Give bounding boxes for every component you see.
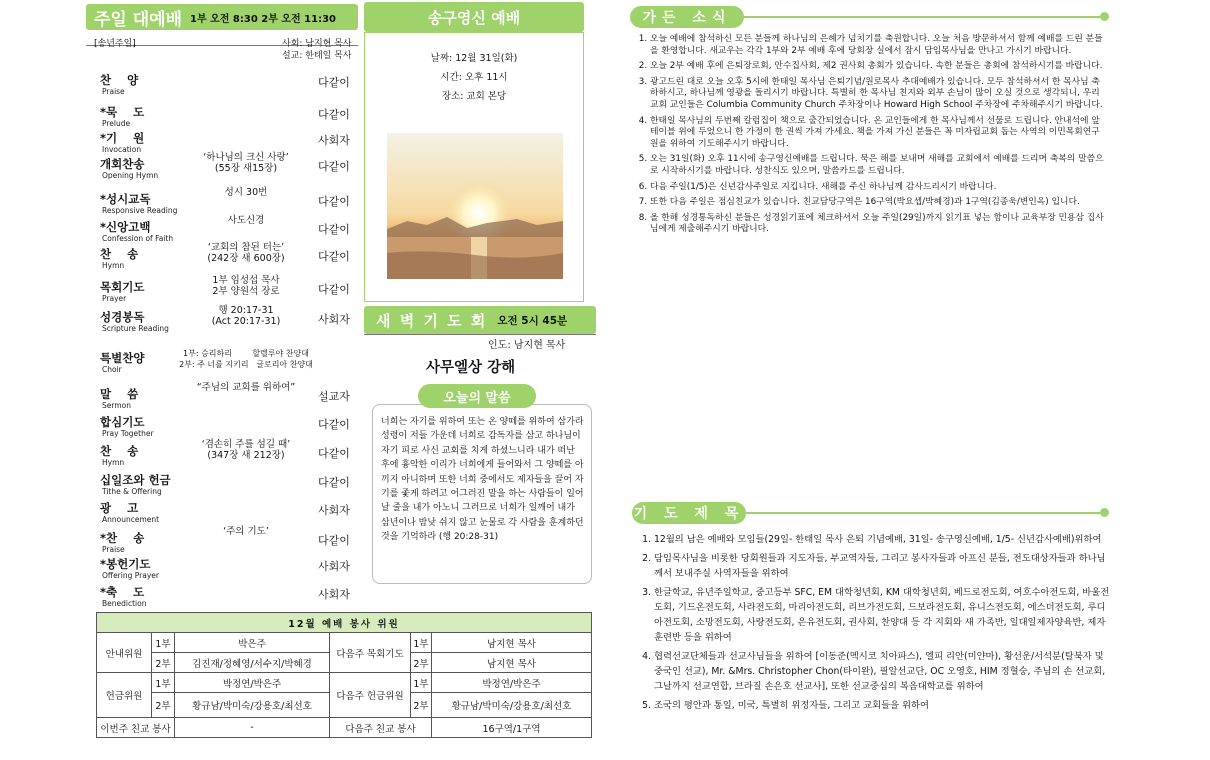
- item-leader: 다같이: [318, 195, 350, 208]
- offering-part2: 황규남/박미숙/강용호/최선호: [175, 693, 330, 718]
- item-detail: “주님의 교회를 위하여”: [196, 382, 296, 393]
- prayer-rule-dot: [1100, 508, 1109, 517]
- occasion-label: [송년주일]: [94, 39, 136, 49]
- item-leader: 다같이: [318, 283, 350, 296]
- item-english: Praise: [102, 545, 125, 554]
- news-title: 가든 소식: [630, 6, 744, 28]
- news-item: 4. 한태일 목사님의 두번째 칼럼집이 책으로 출간되었습니다. 온 교인들에게 한 목사님께서 선물로 드립니다. 안내석에 앞 테이블 위에 두었으니 한 가정이 한 권씩 가져 가세요. 책을 가져 가신 분들은 꼭 미자립교회 돕는 사역의 이민목회연구원을 위하여 기도해주시기 바랍니다.: [650, 116, 1108, 151]
- item-english: Announcement: [102, 515, 160, 524]
- prayer-rule: [746, 512, 1100, 514]
- dawn-sermon-title: 사무엘상 강해: [426, 360, 516, 376]
- songgu-header: [364, 2, 584, 32]
- item-english: Pray Together: [102, 429, 154, 438]
- worship-item: [96, 500, 358, 528]
- dawn-prayer-header: [364, 306, 596, 334]
- service-table-title: 12월 예배 봉사 위원: [97, 613, 592, 633]
- item-leader: 다같이: [318, 476, 350, 489]
- service-committee-table: [96, 612, 592, 738]
- news-item: 5. 오는 31일(화) 오후 11시에 송구영신예배를 드립니다. 묵은 해를 보내며 새해를 교회에서 예배를 드리며 축복의 말씀으로 시작하시기를 바랍니다. 성찬식도 있으며, 말씀카드를 드립니다.: [650, 154, 1108, 177]
- next-week-fellowship-label: 다음주 친교 봉사: [330, 718, 432, 738]
- ushers-part1: 박은주: [175, 633, 330, 653]
- part-label: 2부: [152, 693, 175, 718]
- part-label: 2부: [411, 693, 432, 718]
- item-detail: ‘하나님의 크신 사랑’ (55장 새15장): [203, 152, 289, 174]
- news-rule-dot: [1100, 12, 1109, 21]
- item-detail: ‘겸손히 주를 섬길 때’ (347장 새 212장): [201, 439, 291, 461]
- item-english: Benediction: [102, 599, 147, 608]
- item-leader: 사회자: [318, 313, 350, 326]
- next-prayer-part1: 남지현 목사: [432, 633, 592, 653]
- item-leader: 다같이: [318, 76, 350, 89]
- item-leader: 다같이: [318, 534, 350, 547]
- worship-item: [96, 350, 358, 378]
- item-detail: ‘교회의 참된 터는’ (242장 새 600장): [207, 242, 285, 264]
- prayer-title: 기 도 제 목: [632, 502, 746, 524]
- part-label: 1부: [152, 633, 175, 653]
- ushers-label: 안내위원: [97, 633, 152, 673]
- item-english: Scripture Reading: [102, 324, 169, 333]
- worship-item: [96, 439, 358, 471]
- this-week-fellowship-label: 이번주 친교 봉사: [97, 718, 175, 738]
- item-title: *성시교독: [100, 192, 151, 206]
- next-week-fellowship: 16구역/1구역: [432, 718, 592, 738]
- todays-word-box: [372, 404, 592, 584]
- news-list-wrap: [632, 34, 1108, 240]
- songgu-time: 시간: 오후 11시: [440, 72, 508, 83]
- worship-item: [96, 275, 358, 307]
- dawn-title: 새 벽 기 도 회: [376, 311, 488, 330]
- todays-word-text: 너희는 자기를 위하여 또는 온 양떼를 위하여 삼가라 성령이 저들 가운데 너희로 감독자를 삼고 하나님이 자기 피로 사신 교회를 치게 하셨느니라 내가 떠난 후에 흉악한 이리가 너희에게 들어와서 그 양떼를 아끼지 아니하며 또한 너희 중에서도 제자들을 끌어 자기를 좇게 하려고 어그러진 말을 하는 사람들이 일어날 줄을 내가 아노니 그러므로 너희가 일깨어 내가 삼년이나 밤낮 쉬지 않고 눈물로 각 사람을 훈계하던 것을 기억하라 (행 20:28-31): [381, 417, 584, 543]
- item-title: *봉헌기도: [100, 557, 151, 571]
- worship-header: [86, 4, 358, 30]
- songgu-date: 날짜: 12월 31일(화): [430, 53, 518, 64]
- worship-item: [96, 305, 358, 337]
- item-english: Sermon: [102, 401, 131, 410]
- item-english: Hymn: [102, 458, 125, 467]
- item-title: 십일조와 헌금: [100, 473, 171, 487]
- next-offering-label: 다음주 헌금위원: [330, 673, 411, 718]
- news-item: 3. 광고드린 대로 오늘 오후 5시에 한태일 목사님 은퇴기념/원로목사 추대예배가 있습니다. 모두 참석하셔서 한 목사님 축하하시고, 하나님께 영광을 돌리시기 바랍니다. 특별히 한 목사님 친지와 외부 손님이 많이 오실 것으로 생각되니, 우리 교회 교인들은 Columbia Community Church 주차장이나 Howard High School 주차장에 주차해주시기 바랍니다.: [650, 77, 1108, 112]
- news-item: 2. 오늘 2부 예배 후에 은퇴장로회, 안수집사회, 제2 권사회 총회가 있습니다. 속한 분들은 총회에 참석하시기를 바랍니다.: [650, 61, 1108, 73]
- item-title: 광 고: [100, 501, 139, 515]
- part-label: 1부: [152, 673, 175, 693]
- songgu-title: 송구영신 예배: [427, 8, 521, 27]
- item-title: *찬 송: [100, 531, 145, 545]
- item-leader: 다같이: [318, 447, 350, 460]
- item-detail: 성시 30번: [224, 187, 268, 198]
- news-item: 6. 다음 주일(1/5)은 신년감사주일로 지킵니다. 새해를 주신 하나님께 감사드리시기 바랍니다.: [650, 182, 1108, 194]
- item-detail: 1부: 승리하리 할렐루야 찬양대 2부: 주 너를 지키리 글로리아 찬양대: [179, 349, 313, 369]
- offering-label: 헌금위원: [97, 673, 152, 718]
- ushers-part2: 김진재/정혜영/서수지/박혜경: [175, 653, 330, 673]
- worship-item: [96, 414, 358, 442]
- item-title: *축 도: [100, 585, 145, 599]
- item-english: Tithe & Offering: [102, 487, 162, 496]
- prayer-item: 5. 조국의 평안과 통일, 미국, 특별히 위정자들, 그리고 교회들을 위하여: [654, 698, 1114, 713]
- item-english: Opening Hymn: [102, 171, 159, 180]
- item-title: 찬 양: [100, 73, 139, 87]
- songgu-place: 장소: 교회 본당: [441, 91, 507, 102]
- next-offering-part2: 황규남/박미숙/강용호/최선호: [432, 693, 592, 718]
- part-label: 2부: [152, 653, 175, 673]
- worship-title: 주일 대예배: [94, 9, 183, 30]
- item-detail: ‘주의 기도’: [223, 526, 269, 537]
- item-leader: 사회자: [318, 588, 350, 601]
- news-item: 1. 오늘 예배에 참석하신 모든 분들께 하나님의 은혜가 넘치기를 축원합니다. 오늘 처음 방문하셔서 함께 예배를 드린 분들을 환영합니다. 새교우는 각각 1부와 2부 예배 후에 당회장 실에서 잠시 담임목사님을 만나고 가시기 바랍니다.: [650, 34, 1108, 57]
- item-leader: 설교자: [318, 390, 350, 403]
- presider: 사회: 남지현 목사: [282, 39, 352, 49]
- item-title: 성경봉독: [100, 310, 145, 324]
- part-label: 1부: [411, 673, 432, 693]
- part-label: 2부: [411, 653, 432, 673]
- dawn-leader: 인도: 남지현 목사: [488, 340, 566, 351]
- item-detail: 행 20:17-31 (Act 20:17-31): [211, 305, 281, 327]
- item-title: *묵 도: [100, 105, 145, 119]
- worship-times: 1부 오전 8:30 2부 오전 11:30: [190, 13, 337, 25]
- item-english: Prayer: [102, 294, 127, 303]
- item-title: 찬 송: [100, 247, 139, 261]
- item-english: Invocation: [102, 145, 142, 154]
- todays-word-label: 오늘의 말씀: [418, 384, 536, 408]
- item-leader: 사회자: [318, 504, 350, 517]
- item-leader: 다같이: [318, 250, 350, 263]
- news-item: 8. 올 한해 성경통독하신 분들은 성경읽기표에 체크하셔서 오늘 주일(29일)까지 읽기표 넣는 함이나 교육부장 민용삼 집사님에게 제출해주시기 바랍니다.: [650, 213, 1108, 236]
- item-leader: 다같이: [318, 108, 350, 121]
- next-prayer-label: 다음주 목회기도: [330, 633, 411, 673]
- item-english: Hymn: [102, 261, 125, 270]
- worship-item: [96, 72, 358, 100]
- item-leader: 사회자: [318, 134, 350, 147]
- prayer-item: 2. 담임목사님을 비롯한 당회원들과 지도자들, 부교역자들, 그리고 봉사자들과 아프신 분들, 전도대상자들과 하나님께서 보내주실 사역자들을 위하여: [654, 551, 1114, 581]
- worship-item: [96, 584, 358, 612]
- worship-item: [96, 104, 358, 132]
- this-week-fellowship: -: [175, 718, 330, 738]
- news-list: [632, 34, 1108, 236]
- news-rule: [744, 16, 1100, 18]
- item-leader: 사회자: [318, 560, 350, 573]
- prayer-item: 1. 12월의 남은 예배와 모임들(29일- 한태일 목사 은퇴 기념예배, 31일- 송구영신예배, 1/5- 신년감사예배)위하여: [654, 532, 1114, 547]
- prayer-item: 3. 한글학교, 유년주일학교, 중고등부 SFC, EM 대학청년회, KM 대학청년회, 베드로전도회, 여호수아전도회, 바울전도회, 기드온전도회, 사라전도회, 마리아전도회, 리브가전도회, 드보라전도회, 유니스전도회, 에스더전도회, 루디아전도회, 소망전도회, 사랑전도회, 은유전도회, 권사회, 찬양대 등 각 지회와 새 가족반, 일대일제자양육반, 제자훈련반 등을 위하여: [654, 585, 1114, 645]
- offering-part1: 박정연/박은주: [175, 673, 330, 693]
- worship-item: [96, 472, 358, 500]
- item-title: *기 원: [100, 131, 145, 145]
- worship-item: [96, 152, 358, 184]
- prayer-list-wrap: [636, 532, 1114, 717]
- item-leader: 다같이: [318, 223, 350, 236]
- sunset-image: [387, 133, 563, 279]
- item-title: *신앙고백: [100, 220, 151, 234]
- worship-item: [96, 556, 358, 584]
- preacher: 설교: 한태일 목사: [282, 51, 352, 61]
- item-title: 개회찬송: [100, 157, 145, 171]
- item-leader: 다같이: [318, 160, 350, 173]
- item-leader: 다같이: [318, 418, 350, 431]
- next-prayer-part2: 남지현 목사: [432, 653, 592, 673]
- worship-item: [96, 242, 358, 274]
- dawn-time: 오전 5시 45분: [497, 314, 568, 327]
- worship-item: [96, 382, 358, 414]
- item-title: 찬 송: [100, 444, 139, 458]
- item-title: 말 씀: [100, 387, 139, 401]
- item-english: Confession of Faith: [102, 234, 174, 243]
- item-english: Prelude: [102, 119, 131, 128]
- songgu-panel: [364, 32, 584, 302]
- next-offering-part1: 박정연/박은주: [432, 673, 592, 693]
- item-detail: 1부 임성섭 목사 2부 양원석 장로: [212, 275, 280, 297]
- dawn-underline: [364, 334, 596, 335]
- item-title: 합심기도: [100, 415, 145, 429]
- worship-item: [96, 526, 358, 558]
- item-english: Responsive Reading: [102, 206, 178, 215]
- item-title: 목회기도: [100, 280, 145, 294]
- part-label: 1부: [411, 633, 432, 653]
- item-detail: 사도신경: [227, 215, 265, 226]
- prayer-list: [636, 532, 1114, 713]
- item-english: Choir: [102, 365, 122, 374]
- item-english: Offering Prayer: [102, 571, 159, 580]
- prayer-item: 4. 협력선교단체들과 선교사님들을 위하여 [이동준(멕시코 치아파스), 엘피 리안(미얀마), 황선운/서석분(탈북자 및 중국인 선교), Mr. &Mrs. Christopher Chon(타이완), 필알선교단, OC 오영호, HIM 정혈숭, 주님의 손 선교회, 그날까지 선교연합, 브라질 손은호 선교사], 또한 선교중심의 복음대학교를 위하여: [654, 649, 1114, 694]
- item-title: 특별찬양: [100, 351, 145, 365]
- item-english: Praise: [102, 87, 125, 96]
- news-item: 7. 또한 다음 주일은 점심친교가 있습니다. 친교담당구역은 16구역(박요셉/박혜경)과 1구역(김종욱/변인옥) 입니다.: [650, 197, 1108, 209]
